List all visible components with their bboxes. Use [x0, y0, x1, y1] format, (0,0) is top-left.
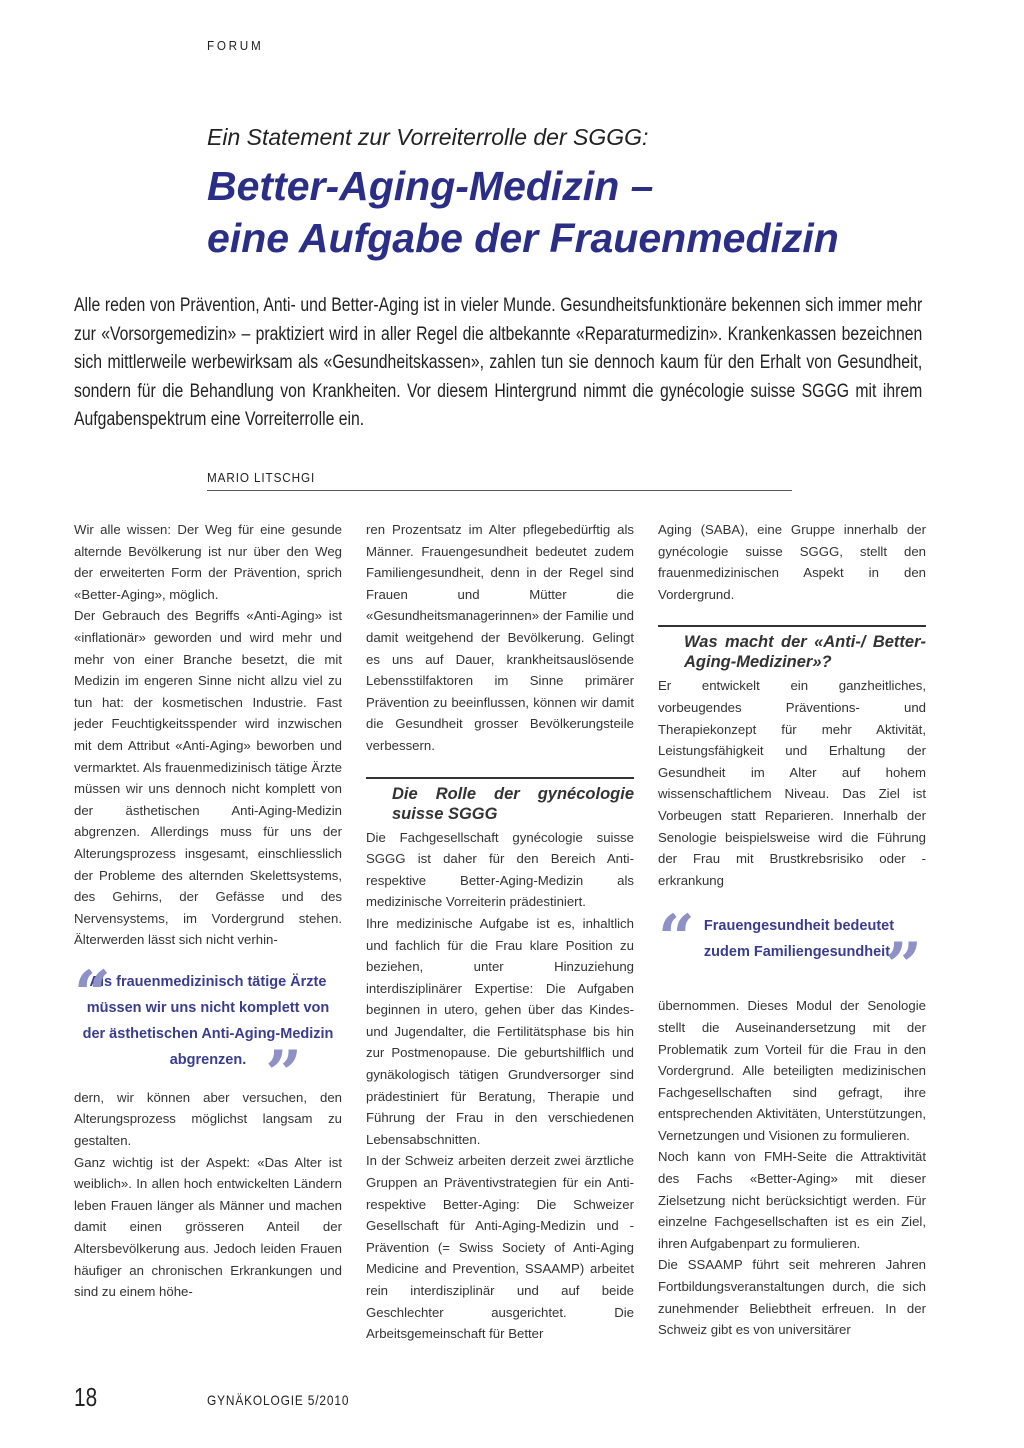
- paragraph: Er entwickelt ein ganzheitliches, vorbeugendes Präventions- und Therapiekonzept für mehr Aktivität, Leistungsfähigkeit und Erhaltung der Gesundheit im Alter auf hohem wissenschaftlichem Niveau. Das Ziel ist Vorbeugen statt Reparieren. Innerhalb der Senologie beispielsweise wird die Führung der Frau mit Brustkrebsrisiko oder -erkrankung: [658, 678, 926, 888]
- subheading: Was macht der «Anti-/ Better-Aging-Mediziner»?: [684, 633, 926, 672]
- pull-quote-text: Als frauenmedizinisch tätige Ärzte müssen wir uns nicht komplett von der ästhetischen Anti-Aging-Medizin abgrenzen.: [82, 973, 334, 1068]
- pull-quote-text: Frauengesundheit bedeutet zudem Familiengesundheit.: [703, 918, 895, 961]
- paragraph: Wir alle wissen: Der Weg für eine gesunde alternde Bevölkerung ist nur über den Weg der erweiterten Form der Prävention, sprich «Better-Aging», möglich.: [74, 522, 342, 602]
- quote-close-icon: ”: [885, 929, 922, 1005]
- quote-open-icon: “: [658, 901, 695, 977]
- author-divider: [207, 490, 792, 491]
- quote-open-icon: “: [74, 956, 111, 1032]
- column-1: [74, 519, 342, 1303]
- paragraph: übernommen. Dieses Modul der Senologie stellt die Auseinandersetzung mit der Problematik zum Vorteil für die Frau in den Vordergrund. Alle beteiligten medizinischen Fachgesellschaften sind gefragt, ihre entsprechenden Aktivitäten, Unterstützungen, Vernetzungen und Visionen zu formulieren.: [658, 998, 926, 1143]
- subheading: Die Rolle der gynécologie suisse SGGG: [392, 784, 634, 823]
- column-3: [658, 519, 926, 1341]
- pull-quote: [74, 956, 342, 1112]
- pull-quote: [658, 901, 926, 1005]
- article-title: [207, 160, 967, 264]
- page-number: 18: [74, 1382, 98, 1412]
- paragraph: Noch kann von FMH-Seite die Attraktivität des Fachs «Better-Aging» mit dieser Zielsetzung nicht berücksichtigt werden. Für einzelne Fachgesellschaften ist es ein Ziel, ihren Aufgabenpart zu formulieren.: [658, 1149, 926, 1251]
- paragraph: Der Gebrauch des Begriffs «Anti-Aging» ist «inflationär» geworden und wird mehr und mehr von einer Branche besetzt, die mit Medizin im engeren Sinne nicht allzu viel zu tun hat: der kosmetischen Industrie. Fast jeder Feuchtigkeitsspender wird inzwischen mit dem Attribut «Anti-Aging» beworben und vermarktet. Als frauenmedizinisch tätige Ärzte müssen wir uns dennoch nicht komplett von der ästhetischen Anti-Aging-Medizin abgrenzen. Allerdings muss für uns der Alterungsprozess insgesamt, einschliesslich der Probleme des alternden Skelettsystems, des Gehirns, der Gefässe und des Nervensystems, im Vordergrund stehen. Älterwerden lässt sich nicht verhin-: [74, 608, 342, 948]
- paragraph: Ganz wichtig ist der Aspekt: «Das Alter ist weiblich». In allen hoch entwickelten Ländern leben Frauen länger als Männer und machen damit einen grösseren Anteil der Altersbevölkerung aus. Jedoch leiden Frauen häufiger an chronischen Erkrankungen und sind zu einem höhe-: [74, 1154, 342, 1300]
- subhead-rule: [366, 777, 634, 779]
- quote-close-icon: ”: [265, 1036, 302, 1112]
- paragraph: Aging (SABA), eine Gruppe innerhalb der gynécologie suisse SGGG, stellt den frauenmedizinischen Aspekt in den Vordergrund.: [658, 522, 926, 602]
- article-kicker: Ein Statement zur Vorreiterrolle der SGGG:: [207, 124, 649, 150]
- paragraph: dern, wir können aber versuchen, den Alterungsprozess möglichst langsam zu gestalten.: [74, 1089, 342, 1149]
- column-2: [366, 519, 634, 1345]
- title-line-2: eine Aufgabe der Frauenmedizin: [207, 215, 839, 261]
- author-byline: MARIO LITSCHGI: [207, 470, 316, 485]
- paragraph: In der Schweiz arbeiten derzeit zwei ärztliche Gruppen an Präventivstrategien für ein Anti- respektive Better-Aging: Die Schweizer Gesellschaft für Anti-Aging-Medizin und -Prävention (= Swiss Society of Anti-Aging Medicine and Prevention, SSAAMP) arbeitet rein interdisziplinär und auf beide Geschlechter ausgerichtet. Die Arbeitsgemeinschaft für Better: [366, 1153, 634, 1342]
- journal-name: GYNÄKOLOGIE 5/2010: [207, 1392, 350, 1408]
- paragraph: Die SSAAMP führt seit mehreren Jahren Fortbildungsveranstaltungen durch, die sich zunehmender Beliebtheit erfreuen. In der Schweiz gibt es von universitärer: [658, 1257, 926, 1338]
- paragraph: ren Prozentsatz im Alter pflegebedürftig als Männer. Frauengesundheit bedeutet zudem Familiengesundheit, denn in der Regel sind Frauen und Mütter die «Gesundheitsmanagerinnen» der Familie und damit weitgehend der Bevölkerung. Gelingt es uns auf Dauer, krankheitsauslösende Lebensstilfaktoren im Sinne primärer Prävention zu beeinflussen, können wir damit die Gesundheit grosser Bevölkerungsteile verbessern.: [366, 522, 634, 753]
- paragraph: Die Fachgesellschaft gynécologie suisse SGGG ist daher für den Bereich Anti- respektive Better-Aging-Medizin als medizinische Vorreiterin prädestiniert.: [366, 829, 634, 910]
- subhead-rule: [658, 625, 926, 627]
- article-lead: Alle reden von Prävention, Anti- und Better-Aging ist in vieler Munde. Gesundheitsfunktionäre bekennen sich immer mehr zur «Vorsorgemedizin» – praktiziert wird in aller Regel die altbekannte «Reparaturmedizin». Krankenkassen bezeichnen sich mittlerweile werbewirksam als «Gesundheitskassen», zahlen tun sie dennoch kaum für den Erhalt von Gesundheit, sondern für die Behandlung von Krankheiten. Vor diesem Hintergrund nimmt die gynécologie suisse SGGG mit ihrem Aufgabenspektrum eine Vorreiterrolle ein.: [74, 295, 923, 430]
- title-line-1: Better-Aging-Medizin –: [207, 163, 654, 209]
- paragraph: Ihre medizinische Aufgabe ist es, inhaltlich und fachlich für die Frau klare Position zu beziehen, unter Hinzuziehung interdisziplinärer Expertise: Die Aufgaben beginnen in utero, gehen über das Kindes- und Jugendalter, die Fertilitätsphase bis hin zur Postmenopause. Die geburtshilflich und gynäkologisch tätigen Grundversorger sind prädestiniert für Beratung, Therapie und Führung der Frau in den verschiedenen Lebensabschnitten.: [366, 915, 634, 1147]
- section-label: FORUM: [207, 38, 264, 53]
